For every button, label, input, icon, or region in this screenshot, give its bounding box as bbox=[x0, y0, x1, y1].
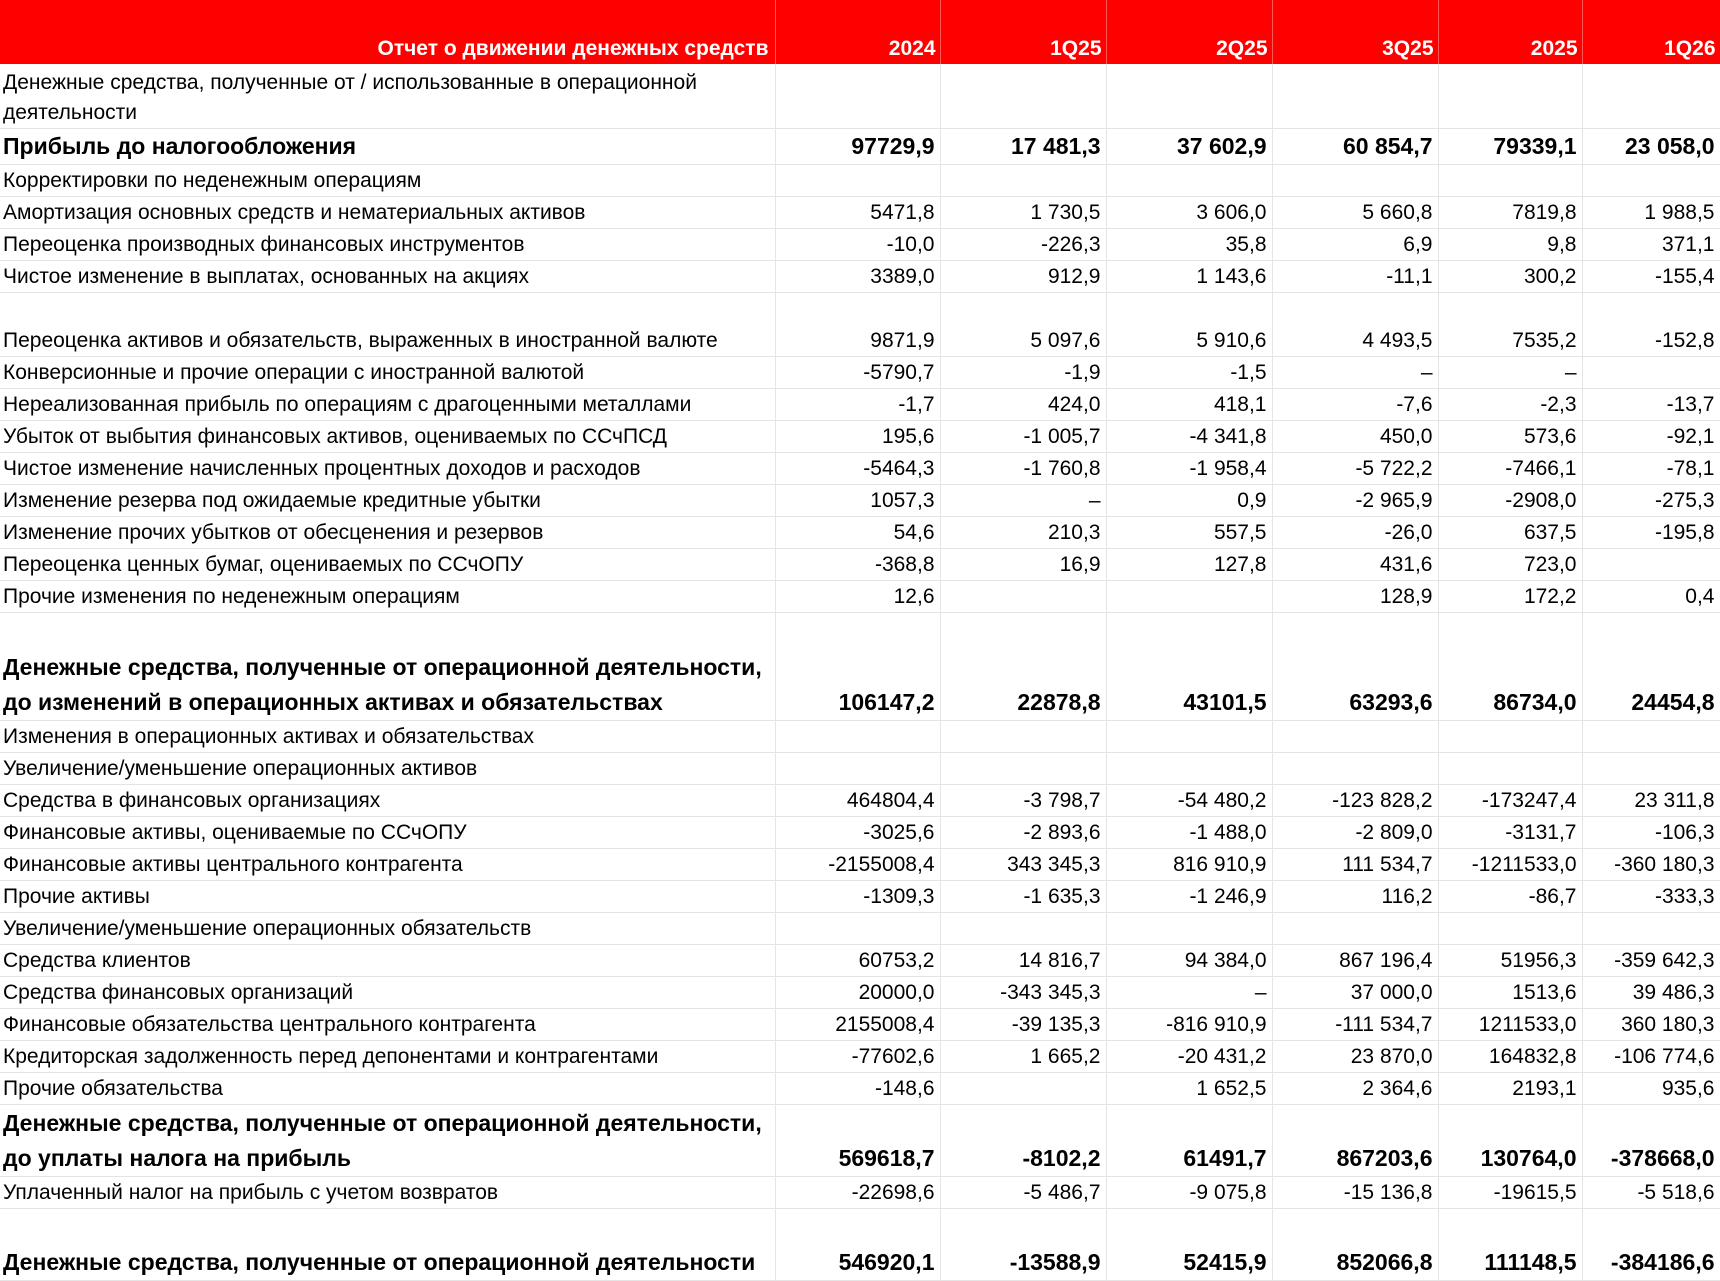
row-label: Денежные средства, полученные от операционной деятельности, до изменений в операционных активах и обязательствах bbox=[0, 612, 775, 720]
row-value-3q25: -7,6 bbox=[1272, 388, 1438, 420]
row-value-2025: 164832,8 bbox=[1438, 1040, 1582, 1072]
row-value-2025: 573,6 bbox=[1438, 420, 1582, 452]
row-value-2q25: 61491,7 bbox=[1106, 1104, 1272, 1176]
row-value-3q25: 450,0 bbox=[1272, 420, 1438, 452]
row-value-2025: 637,5 bbox=[1438, 516, 1582, 548]
row-value-2q25: 94 384,0 bbox=[1106, 944, 1272, 976]
row-value-1q25 bbox=[940, 1072, 1106, 1104]
row-value-2q25: 52415,9 bbox=[1106, 1208, 1272, 1280]
table-row bbox=[0, 388, 1720, 420]
row-value-1q26 bbox=[1582, 752, 1720, 784]
row-value-2024: -368,8 bbox=[775, 548, 940, 580]
row-label: Прочие обязательства bbox=[0, 1072, 775, 1104]
row-value-3q25: 867203,6 bbox=[1272, 1104, 1438, 1176]
row-label: Средства финансовых организаций bbox=[0, 976, 775, 1008]
row-value-3q25: -2 809,0 bbox=[1272, 816, 1438, 848]
row-value-1q25: -1 005,7 bbox=[940, 420, 1106, 452]
row-value-1q26: 935,6 bbox=[1582, 1072, 1720, 1104]
row-value-3q25: – bbox=[1272, 356, 1438, 388]
row-value-1q25: 5 097,6 bbox=[940, 292, 1106, 356]
row-value-2024 bbox=[775, 752, 940, 784]
row-value-1q25 bbox=[940, 164, 1106, 196]
row-label: Денежные средства, полученные от / использованные в операционной деятельности bbox=[0, 64, 775, 128]
row-label: Финансовые активы центрального контрагента bbox=[0, 848, 775, 880]
table-row bbox=[0, 292, 1720, 356]
row-label: Переоценка производных финансовых инструментов bbox=[0, 228, 775, 260]
row-value-2025: -3131,7 bbox=[1438, 816, 1582, 848]
row-value-2q25: -1 488,0 bbox=[1106, 816, 1272, 848]
row-value-3q25: 2 364,6 bbox=[1272, 1072, 1438, 1104]
row-value-2025: -1211533,0 bbox=[1438, 848, 1582, 880]
row-value-2q25: -20 431,2 bbox=[1106, 1040, 1272, 1072]
table-title: Отчет о движении денежных средств bbox=[0, 0, 775, 64]
row-value-2024: -1,7 bbox=[775, 388, 940, 420]
table-row bbox=[0, 784, 1720, 816]
row-value-2q25: -4 341,8 bbox=[1106, 420, 1272, 452]
table-row bbox=[0, 816, 1720, 848]
row-value-2025 bbox=[1438, 64, 1582, 128]
row-value-3q25: 128,9 bbox=[1272, 580, 1438, 612]
row-value-1q26: -359 642,3 bbox=[1582, 944, 1720, 976]
row-value-2024: 60753,2 bbox=[775, 944, 940, 976]
table-row bbox=[0, 880, 1720, 912]
table-row bbox=[0, 612, 1720, 720]
row-value-2q25: 418,1 bbox=[1106, 388, 1272, 420]
row-value-2q25: 1 652,5 bbox=[1106, 1072, 1272, 1104]
row-value-2024 bbox=[775, 912, 940, 944]
row-value-2q25: 557,5 bbox=[1106, 516, 1272, 548]
row-value-3q25: -2 965,9 bbox=[1272, 484, 1438, 516]
row-value-1q26: 371,1 bbox=[1582, 228, 1720, 260]
table-row bbox=[0, 912, 1720, 944]
row-value-1q26: 360 180,3 bbox=[1582, 1008, 1720, 1040]
row-value-1q26 bbox=[1582, 64, 1720, 128]
row-value-2q25 bbox=[1106, 580, 1272, 612]
row-value-2025: 172,2 bbox=[1438, 580, 1582, 612]
row-label: Финансовые активы, оцениваемые по ССчОПУ bbox=[0, 816, 775, 848]
row-value-1q26: -92,1 bbox=[1582, 420, 1720, 452]
row-value-1q26: -106 774,6 bbox=[1582, 1040, 1720, 1072]
table-row bbox=[0, 228, 1720, 260]
row-value-1q25: 424,0 bbox=[940, 388, 1106, 420]
row-value-1q26: -5 518,6 bbox=[1582, 1176, 1720, 1208]
row-value-3q25: 37 000,0 bbox=[1272, 976, 1438, 1008]
row-value-2q25 bbox=[1106, 164, 1272, 196]
row-value-2024: -5464,3 bbox=[775, 452, 940, 484]
row-value-2025: -2,3 bbox=[1438, 388, 1582, 420]
table-row bbox=[0, 356, 1720, 388]
row-value-2024: -77602,6 bbox=[775, 1040, 940, 1072]
row-value-1q25: -1 635,3 bbox=[940, 880, 1106, 912]
row-value-2024: 569618,7 bbox=[775, 1104, 940, 1176]
row-value-3q25: -123 828,2 bbox=[1272, 784, 1438, 816]
row-value-1q26: -378668,0 bbox=[1582, 1104, 1720, 1176]
row-value-2024: -22698,6 bbox=[775, 1176, 940, 1208]
row-value-3q25: 6,9 bbox=[1272, 228, 1438, 260]
row-value-2025: -2908,0 bbox=[1438, 484, 1582, 516]
row-value-2025: 723,0 bbox=[1438, 548, 1582, 580]
row-value-1q25: 1 665,2 bbox=[940, 1040, 1106, 1072]
row-value-2q25: 816 910,9 bbox=[1106, 848, 1272, 880]
row-value-2q25: 35,8 bbox=[1106, 228, 1272, 260]
table-row bbox=[0, 260, 1720, 292]
row-value-2025: 2193,1 bbox=[1438, 1072, 1582, 1104]
row-value-2024: 12,6 bbox=[775, 580, 940, 612]
row-label: Средства в финансовых организациях bbox=[0, 784, 775, 816]
row-value-2025 bbox=[1438, 912, 1582, 944]
row-value-2024 bbox=[775, 64, 940, 128]
row-value-3q25 bbox=[1272, 752, 1438, 784]
row-value-3q25: 867 196,4 bbox=[1272, 944, 1438, 976]
row-label: Переоценка активов и обязательств, выраженных в иностранной валюте bbox=[0, 292, 775, 356]
row-value-3q25 bbox=[1272, 64, 1438, 128]
table-row bbox=[0, 64, 1720, 128]
row-value-2025: 111148,5 bbox=[1438, 1208, 1582, 1280]
row-value-3q25: -11,1 bbox=[1272, 260, 1438, 292]
table-row bbox=[0, 1176, 1720, 1208]
row-value-1q25: -343 345,3 bbox=[940, 976, 1106, 1008]
table-row bbox=[0, 452, 1720, 484]
row-value-1q25 bbox=[940, 752, 1106, 784]
row-value-1q26: 39 486,3 bbox=[1582, 976, 1720, 1008]
row-value-2024: 106147,2 bbox=[775, 612, 940, 720]
row-value-1q26: -155,4 bbox=[1582, 260, 1720, 292]
row-value-2025: -86,7 bbox=[1438, 880, 1582, 912]
table-row bbox=[0, 516, 1720, 548]
row-label: Амортизация основных средств и нематериальных активов bbox=[0, 196, 775, 228]
row-value-1q26: -275,3 bbox=[1582, 484, 1720, 516]
table-row bbox=[0, 548, 1720, 580]
row-value-2024: -5790,7 bbox=[775, 356, 940, 388]
row-value-2025 bbox=[1438, 164, 1582, 196]
row-value-2q25: 1 143,6 bbox=[1106, 260, 1272, 292]
row-label: Прибыль до налогообложения bbox=[0, 128, 775, 164]
row-value-3q25: -5 722,2 bbox=[1272, 452, 1438, 484]
row-label: Прочие изменения по неденежным операциям bbox=[0, 580, 775, 612]
row-value-2q25 bbox=[1106, 752, 1272, 784]
row-value-2q25 bbox=[1106, 720, 1272, 752]
row-label: Нереализованная прибыль по операциям с драгоценными металлами bbox=[0, 388, 775, 420]
row-value-2q25: 5 910,6 bbox=[1106, 292, 1272, 356]
row-value-2025: 7535,2 bbox=[1438, 292, 1582, 356]
row-value-2025: 51956,3 bbox=[1438, 944, 1582, 976]
row-label: Чистое изменение в выплатах, основанных на акциях bbox=[0, 260, 775, 292]
row-value-2024: 9871,9 bbox=[775, 292, 940, 356]
row-value-1q25: -3 798,7 bbox=[940, 784, 1106, 816]
row-value-1q25: 22878,8 bbox=[940, 612, 1106, 720]
row-label: Переоценка ценных бумаг, оцениваемых по ССчОПУ bbox=[0, 548, 775, 580]
row-value-1q25: -39 135,3 bbox=[940, 1008, 1106, 1040]
row-label: Изменения в операционных активах и обязательствах bbox=[0, 720, 775, 752]
row-value-2025: 7819,8 bbox=[1438, 196, 1582, 228]
row-value-1q26: 24454,8 bbox=[1582, 612, 1720, 720]
table-row bbox=[0, 1072, 1720, 1104]
header-row bbox=[0, 0, 1720, 64]
row-value-1q26: -13,7 bbox=[1582, 388, 1720, 420]
table-row bbox=[0, 1040, 1720, 1072]
row-value-3q25: 60 854,7 bbox=[1272, 128, 1438, 164]
row-value-2q25: -1,5 bbox=[1106, 356, 1272, 388]
row-value-2q25: 3 606,0 bbox=[1106, 196, 1272, 228]
row-value-1q26: 23 311,8 bbox=[1582, 784, 1720, 816]
row-value-1q26: 23 058,0 bbox=[1582, 128, 1720, 164]
row-label: Прочие активы bbox=[0, 880, 775, 912]
row-value-2025: 86734,0 bbox=[1438, 612, 1582, 720]
row-label: Увеличение/уменьшение операционных активов bbox=[0, 752, 775, 784]
row-value-1q26: -384186,6 bbox=[1582, 1208, 1720, 1280]
row-value-2025 bbox=[1438, 752, 1582, 784]
column-header-2q25: 2Q25 bbox=[1106, 0, 1272, 64]
row-value-2025: -173247,4 bbox=[1438, 784, 1582, 816]
row-value-3q25: 111 534,7 bbox=[1272, 848, 1438, 880]
row-value-1q25: -8102,2 bbox=[940, 1104, 1106, 1176]
row-value-2025: 130764,0 bbox=[1438, 1104, 1582, 1176]
row-value-1q25 bbox=[940, 720, 1106, 752]
row-value-1q26 bbox=[1582, 720, 1720, 752]
row-value-1q25: -2 893,6 bbox=[940, 816, 1106, 848]
row-value-2025: -19615,5 bbox=[1438, 1176, 1582, 1208]
row-value-2024: 464804,4 bbox=[775, 784, 940, 816]
row-value-1q26: -333,3 bbox=[1582, 880, 1720, 912]
table-row bbox=[0, 128, 1720, 164]
row-value-2025: 79339,1 bbox=[1438, 128, 1582, 164]
row-value-2024: 20000,0 bbox=[775, 976, 940, 1008]
row-value-2024: 1057,3 bbox=[775, 484, 940, 516]
row-value-2q25 bbox=[1106, 64, 1272, 128]
row-value-3q25: 431,6 bbox=[1272, 548, 1438, 580]
row-value-2025: 1211533,0 bbox=[1438, 1008, 1582, 1040]
row-value-2025: -7466,1 bbox=[1438, 452, 1582, 484]
row-value-2q25 bbox=[1106, 912, 1272, 944]
row-value-3q25: 4 493,5 bbox=[1272, 292, 1438, 356]
row-value-1q26: -360 180,3 bbox=[1582, 848, 1720, 880]
table-row bbox=[0, 1208, 1720, 1280]
row-value-1q25: -5 486,7 bbox=[940, 1176, 1106, 1208]
row-label: Конверсионные и прочие операции с иностранной валютой bbox=[0, 356, 775, 388]
row-value-2q25: -1 246,9 bbox=[1106, 880, 1272, 912]
row-value-2024: 546920,1 bbox=[775, 1208, 940, 1280]
row-value-3q25: 116,2 bbox=[1272, 880, 1438, 912]
row-value-3q25: 5 660,8 bbox=[1272, 196, 1438, 228]
row-value-1q25: 16,9 bbox=[940, 548, 1106, 580]
row-value-2q25: 127,8 bbox=[1106, 548, 1272, 580]
row-value-2024 bbox=[775, 720, 940, 752]
row-value-2024: -1309,3 bbox=[775, 880, 940, 912]
column-header-2025: 2025 bbox=[1438, 0, 1582, 64]
row-value-1q25: 17 481,3 bbox=[940, 128, 1106, 164]
row-value-2025: – bbox=[1438, 356, 1582, 388]
row-label: Корректировки по неденежным операциям bbox=[0, 164, 775, 196]
row-value-1q25: -13588,9 bbox=[940, 1208, 1106, 1280]
row-value-2024 bbox=[775, 164, 940, 196]
row-value-2q25: 43101,5 bbox=[1106, 612, 1272, 720]
row-value-1q25: 14 816,7 bbox=[940, 944, 1106, 976]
row-label: Денежные средства, полученные от операционной деятельности bbox=[0, 1208, 775, 1280]
row-value-1q25 bbox=[940, 912, 1106, 944]
table-row bbox=[0, 752, 1720, 784]
row-value-1q25: 912,9 bbox=[940, 260, 1106, 292]
row-value-1q25 bbox=[940, 64, 1106, 128]
table-row bbox=[0, 580, 1720, 612]
row-label: Увеличение/уменьшение операционных обязательств bbox=[0, 912, 775, 944]
row-value-1q26 bbox=[1582, 164, 1720, 196]
table-row bbox=[0, 196, 1720, 228]
row-value-2024: 195,6 bbox=[775, 420, 940, 452]
row-value-2024: 54,6 bbox=[775, 516, 940, 548]
table-row bbox=[0, 164, 1720, 196]
row-value-1q25: – bbox=[940, 484, 1106, 516]
row-value-2q25: -816 910,9 bbox=[1106, 1008, 1272, 1040]
row-value-1q26: -152,8 bbox=[1582, 292, 1720, 356]
row-value-3q25 bbox=[1272, 912, 1438, 944]
row-value-3q25: -111 534,7 bbox=[1272, 1008, 1438, 1040]
table-row bbox=[0, 1008, 1720, 1040]
row-value-1q25: -226,3 bbox=[940, 228, 1106, 260]
row-value-1q26: -106,3 bbox=[1582, 816, 1720, 848]
row-value-3q25 bbox=[1272, 720, 1438, 752]
row-value-2025 bbox=[1438, 720, 1582, 752]
row-label: Финансовые обязательства центрального контрагента bbox=[0, 1008, 775, 1040]
row-value-2q25: 37 602,9 bbox=[1106, 128, 1272, 164]
row-value-2024: 2155008,4 bbox=[775, 1008, 940, 1040]
row-label: Чистое изменение начисленных процентных доходов и расходов bbox=[0, 452, 775, 484]
table-row bbox=[0, 484, 1720, 516]
row-label: Убыток от выбытия финансовых активов, оцениваемых по ССчПСД bbox=[0, 420, 775, 452]
row-value-3q25: 852066,8 bbox=[1272, 1208, 1438, 1280]
row-label: Средства клиентов bbox=[0, 944, 775, 976]
row-value-3q25: 23 870,0 bbox=[1272, 1040, 1438, 1072]
row-value-2q25: 0,9 bbox=[1106, 484, 1272, 516]
row-value-1q26 bbox=[1582, 356, 1720, 388]
row-value-1q25: 1 730,5 bbox=[940, 196, 1106, 228]
row-label: Кредиторская задолженность перед депонентами и контрагентами bbox=[0, 1040, 775, 1072]
row-value-1q25: 343 345,3 bbox=[940, 848, 1106, 880]
row-value-2025: 9,8 bbox=[1438, 228, 1582, 260]
row-value-1q26 bbox=[1582, 548, 1720, 580]
row-value-1q26 bbox=[1582, 912, 1720, 944]
row-value-2024: 97729,9 bbox=[775, 128, 940, 164]
row-label: Изменение резерва под ожидаемые кредитные убытки bbox=[0, 484, 775, 516]
row-value-2q25: – bbox=[1106, 976, 1272, 1008]
table-row bbox=[0, 1104, 1720, 1176]
table-row bbox=[0, 848, 1720, 880]
row-label: Изменение прочих убытков от обесценения и резервов bbox=[0, 516, 775, 548]
row-value-2025: 300,2 bbox=[1438, 260, 1582, 292]
row-value-2024: -3025,6 bbox=[775, 816, 940, 848]
column-header-3q25: 3Q25 bbox=[1272, 0, 1438, 64]
table-body bbox=[0, 64, 1720, 1280]
row-label: Денежные средства, полученные от операционной деятельности, до уплаты налога на прибыль bbox=[0, 1104, 775, 1176]
table-row bbox=[0, 976, 1720, 1008]
column-header-1q26: 1Q26 bbox=[1582, 0, 1720, 64]
row-value-2024: 5471,8 bbox=[775, 196, 940, 228]
row-value-3q25: 63293,6 bbox=[1272, 612, 1438, 720]
row-value-1q25: -1,9 bbox=[940, 356, 1106, 388]
row-value-3q25: -15 136,8 bbox=[1272, 1176, 1438, 1208]
column-header-2024: 2024 bbox=[775, 0, 940, 64]
row-value-2q25: -9 075,8 bbox=[1106, 1176, 1272, 1208]
row-value-1q26: 0,4 bbox=[1582, 580, 1720, 612]
row-value-2q25: -1 958,4 bbox=[1106, 452, 1272, 484]
table-row bbox=[0, 944, 1720, 976]
table-row bbox=[0, 720, 1720, 752]
row-value-3q25 bbox=[1272, 164, 1438, 196]
row-value-1q26: -195,8 bbox=[1582, 516, 1720, 548]
row-value-2024: -10,0 bbox=[775, 228, 940, 260]
row-value-1q26: 1 988,5 bbox=[1582, 196, 1720, 228]
row-value-3q25: -26,0 bbox=[1272, 516, 1438, 548]
row-value-1q26: -78,1 bbox=[1582, 452, 1720, 484]
table-row bbox=[0, 420, 1720, 452]
row-value-2025: 1513,6 bbox=[1438, 976, 1582, 1008]
row-value-1q25 bbox=[940, 580, 1106, 612]
row-value-2024: -2155008,4 bbox=[775, 848, 940, 880]
row-label: Уплаченный налог на прибыль с учетом возвратов bbox=[0, 1176, 775, 1208]
row-value-2024: 3389,0 bbox=[775, 260, 940, 292]
row-value-2024: -148,6 bbox=[775, 1072, 940, 1104]
row-value-1q25: 210,3 bbox=[940, 516, 1106, 548]
row-value-2q25: -54 480,2 bbox=[1106, 784, 1272, 816]
column-header-1q25: 1Q25 bbox=[940, 0, 1106, 64]
row-value-1q25: -1 760,8 bbox=[940, 452, 1106, 484]
